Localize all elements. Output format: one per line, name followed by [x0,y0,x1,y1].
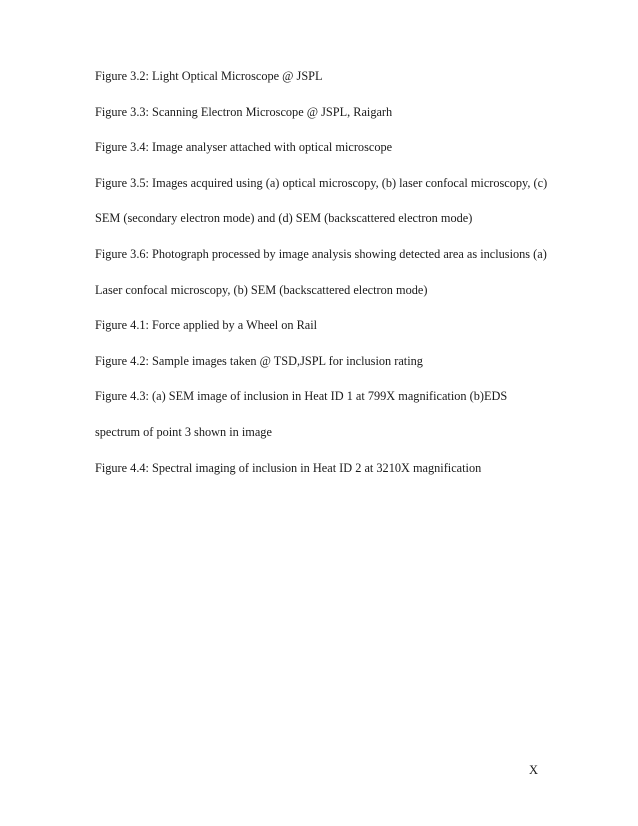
figure-entry-3-3: Figure 3.3: Scanning Electron Microscope @ JSPL, Raigarh [95,104,393,119]
figure-entry-4-2: Figure 4.2: Sample images taken @ TSD,JSPL for inclusion rating [95,353,423,368]
figure-entry-4-3-line-1: Figure 4.3: (a) SEM image of inclusion in Heat ID 1 at 799X magnification (b)EDS [95,389,508,404]
figure-entry-4-3-line-2: spectrum of point 3 shown in image [95,424,272,439]
figure-entry-3-5-line-2: SEM (secondary electron mode) and (d) SEM (backscattered electron mode) [95,211,473,226]
figure-entry-3-6-line-1: Figure 3.6: Photograph processed by image analysis showing detected area as inclusions (a) [95,246,547,261]
list-of-figures [95,68,555,495]
figure-entry-3-2: Figure 3.2: Light Optical Microscope @ JSPL [95,69,323,83]
figure-entry-4-4: Figure 4.4: Spectral imaging of inclusion in Heat ID 2 at 3210X magnification [95,460,482,475]
figure-entry-4-1: Figure 4.1: Force applied by a Wheel on Rail [95,318,318,333]
figure-entry-3-6-line-2: Laser confocal microscopy, (b) SEM (backscattered electron mode) [95,282,428,297]
figure-entry-3-4: Figure 3.4: Image analyser attached with optical microscope [95,140,393,155]
figure-entry-3-5-line-1: Figure 3.5: Images acquired using (a) optical microscopy, (b) laser confocal microscopy, (c) [95,175,548,190]
page-number: X [529,763,539,777]
